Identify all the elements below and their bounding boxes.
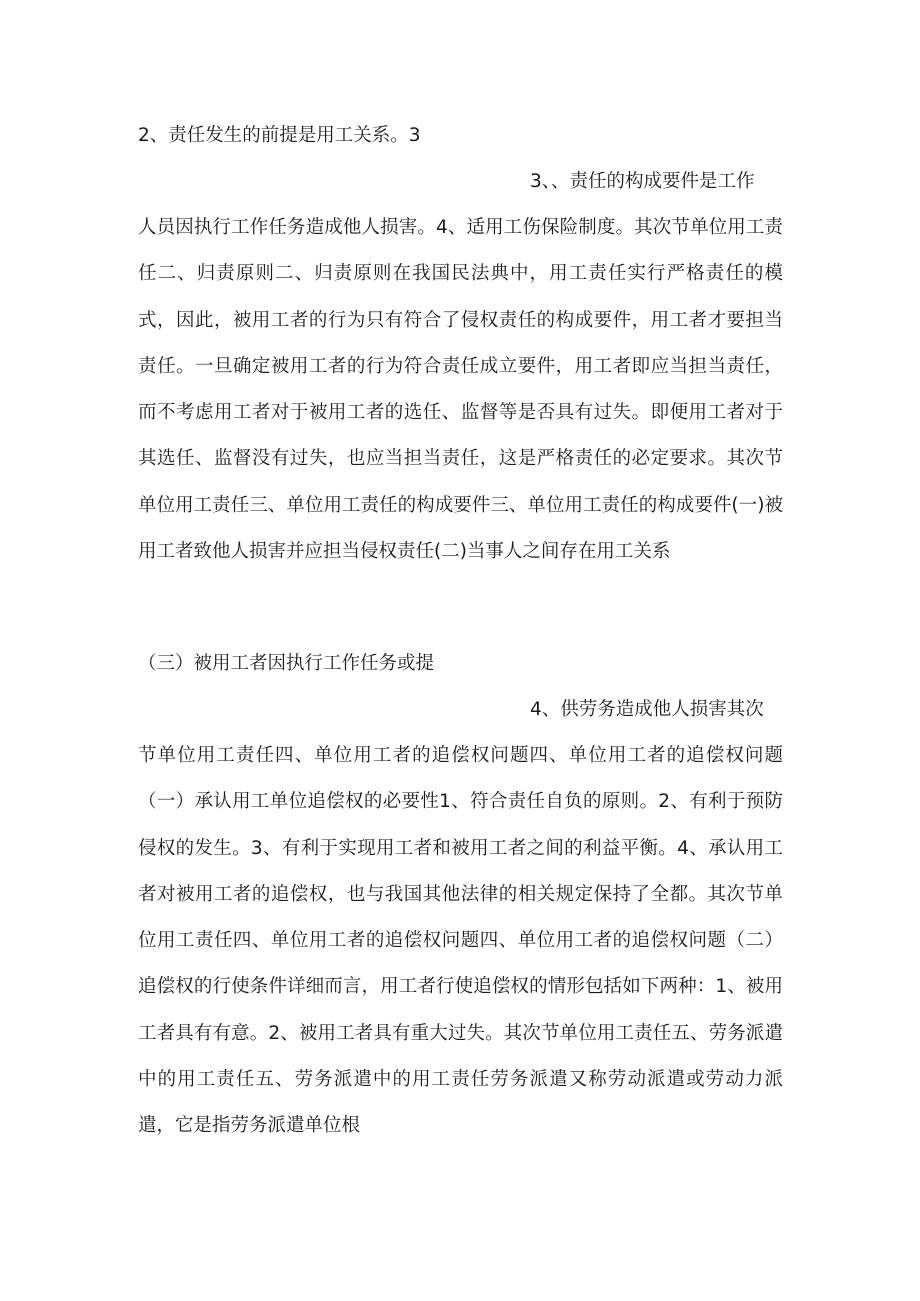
text-line-3: （三）被用工者因执行工作任务或提 [138,653,435,674]
paragraph-2: 节单位用工责任四、单位用工者的追偿权问题四、单位用工者的追偿权问题（一）承认用工单位追偿权的必要性1、符合责任自负的原则。2、有利于预防侵权的发生。3、有利于实现用工者和被用工者之间的利益平衡。4、承认用工者对被用工者的追偿权，也与我国其他法律的相关规定保持了全都。其次节单位用工责任四、单位用工者的追偿权问题四、单位用工者的追偿权问题（二）追偿权的行使条件详细而言，用工者行使追偿权的情形包括如下两种：1、被用工者具有有意。2、被用工者具有重大过失。其次节单位用工责任五、劳务派遣中的用工责任五、劳务派遣中的用工责任劳务派遣又称劳动派遣或劳动力派遣，它是指劳务派遣单位根 [138,745,783,1137]
text-line-4: 4、供劳务造成他人损害其次 [530,699,764,720]
paragraph-1: 人员因执行工作任务造成他人损害。4、适用工伤保险制度。其次节单位用工责任二、归责原则二、归责原则在我国民法典中，用工责任实行严格责任的模式，因此，被用工者的行为只有符合了侵权责任的构成要件，用工者才要担当责任。一旦确定被用工者的行为符合责任成立要件，用工者即应当担当责任，而不考虑用工者对于被用工者的选任、监督等是否具有过失。即便用工者对于其选任、监督没有过失，也应当担当责任，这是严格责任的必定要求。其次节单位用工责任三、单位用工责任的构成要件三、单位用工责任的构成要件(一)被用工者致他人损害并应担当侵权责任(二)当事人之间存在用工关系 [138,217,783,563]
text-line-2: 3、、责任的构成要件是工作 [530,171,755,192]
text-line-1: 2、责任发生的前提是用工关系。3 [138,125,421,146]
